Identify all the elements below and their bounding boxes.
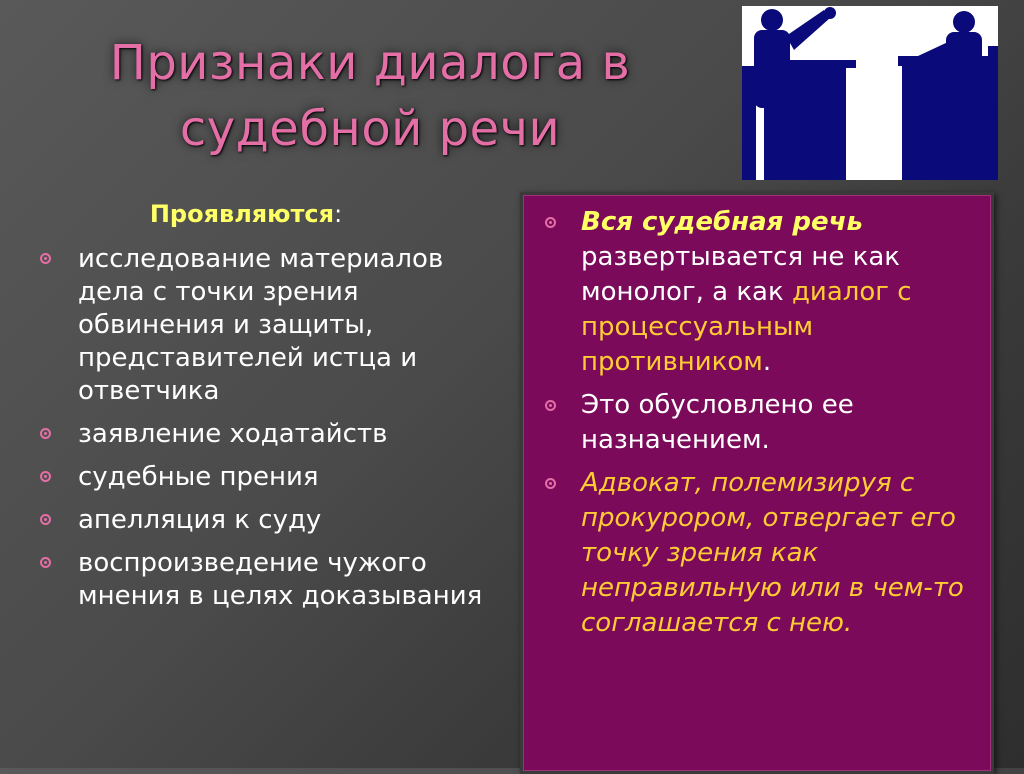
- list-item-text: развертывается не как монолог, а как: [581, 242, 900, 307]
- circle-dot-icon: [40, 253, 51, 264]
- list-item-text: Адвокат, полемизируя с прокурором, отвергает его точку зрения как неправильную или в чем-то соглашается с нею.: [581, 468, 964, 638]
- list-item: [541, 205, 973, 380]
- courtroom-debate-icon: [742, 6, 998, 180]
- circle-dot-icon: [545, 400, 556, 411]
- list-item: [36, 418, 496, 451]
- list-item-end: .: [762, 347, 772, 377]
- list-item: [541, 388, 973, 458]
- left-heading-colon: :: [334, 200, 343, 228]
- list-item: [36, 547, 496, 613]
- left-heading-text: Проявляются: [149, 200, 335, 228]
- right-text-box: [520, 192, 994, 774]
- circle-dot-icon: [545, 217, 556, 228]
- highlight-phrase: диалог с процессуальным противником: [581, 277, 912, 377]
- list-item-text: воспроизведение чужого мнения в целях доказывания: [78, 548, 483, 611]
- slide-title: Признаки диалога в судебной речи: [109, 35, 631, 157]
- left-bullet-list: [36, 243, 496, 613]
- list-item: [36, 461, 496, 494]
- list-item-text: апелляция к суду: [78, 505, 322, 535]
- circle-dot-icon: [40, 557, 51, 568]
- list-item-text: исследование материалов дела с точки зрения обвинения и защиты, представителей истца и ответчика: [78, 244, 444, 406]
- circle-dot-icon: [40, 428, 51, 439]
- list-item-text: Это обусловлено ее назначением.: [581, 390, 854, 455]
- list-item-text: судебные прения: [78, 462, 319, 492]
- bold-phrase: Вся судебная речь: [581, 207, 863, 237]
- left-heading: [36, 198, 496, 231]
- circle-dot-icon: [40, 514, 51, 525]
- circle-dot-icon: [545, 478, 556, 489]
- circle-dot-icon: [40, 471, 51, 482]
- left-column: [36, 198, 496, 623]
- list-item: [36, 504, 496, 537]
- list-item-text: заявление ходатайств: [78, 419, 388, 449]
- list-item: [541, 466, 973, 641]
- right-bullet-list: [523, 195, 991, 641]
- list-item: [36, 243, 496, 408]
